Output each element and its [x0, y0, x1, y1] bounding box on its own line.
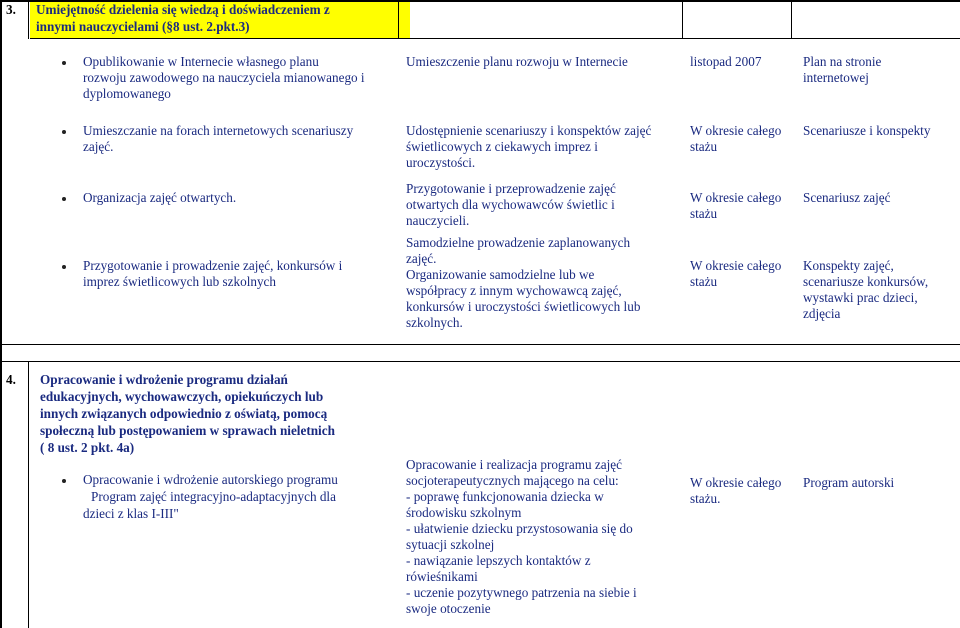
section-title-line: innych związanych odpowiednio z oświatą, pomocą: [40, 406, 328, 421]
section-divider: [0, 344, 960, 345]
number-column-divider: [28, 0, 29, 39]
action-text: - nawiązanie lepszych kontaktów z: [406, 553, 591, 568]
time-text: stażu: [690, 139, 718, 154]
column-divider: [791, 0, 792, 39]
action-text: konkursów i uroczystości świetlicowych lub: [406, 299, 641, 314]
task-text: Przygotowanie i prowadzenie zajęć, konkursów i: [83, 258, 343, 273]
action-text: Umieszczenie planu rozwoju w Internecie: [406, 54, 628, 69]
section-title-line: Opracowanie i wdrożenie programu działań: [40, 372, 288, 387]
action-text: uroczystości.: [406, 155, 476, 170]
action-text: Udostępnienie scenariuszy i konspektów zajęć: [406, 123, 652, 138]
column-divider: [682, 0, 683, 39]
evidence-text: wystawki prac dzieci,: [803, 290, 918, 305]
table-border-left: [0, 0, 2, 628]
task-text: imprez świetlicowych lub szkolnych: [83, 274, 277, 289]
bullet-icon: [62, 479, 66, 483]
action-text: rówieśnikami: [406, 569, 478, 584]
task-text: rozwoju zawodowego na nauczyciela mianowanego i: [83, 70, 365, 85]
time-text: listopad 2007: [690, 54, 762, 69]
evidence-text: internetowej: [803, 70, 869, 85]
section-title-line: edukacyjnych, wychowawczych, opiekuńczych lub: [40, 389, 324, 404]
action-text: Opracowanie i realizacja programu zajęć: [406, 457, 622, 472]
action-text: Samodzielne prowadzenie zaplanowanych: [406, 235, 631, 250]
task-text: Opracowanie i wdrożenie autorskiego programu: [83, 472, 338, 487]
action-text: Organizowanie samodzielne lub we: [406, 267, 595, 282]
action-text: współpracy z innym wychowawcą zajęć,: [406, 283, 622, 298]
action-text: swoje otoczenie: [406, 601, 491, 616]
task-text: dzieci z klas I-III": [83, 506, 179, 521]
section-title-line: ( 8 ust. 2 pkt. 4a): [40, 440, 135, 455]
time-text: W okresie całego: [690, 258, 782, 273]
action-text: sytuacji szkolnej: [406, 537, 495, 552]
action-text: - ułatwienie dziecku przystosowania się do: [406, 521, 633, 536]
evidence-text: Konspekty zajęć,: [803, 258, 894, 273]
time-text: W okresie całego: [690, 190, 782, 205]
time-text: W okresie całego: [690, 475, 782, 490]
time-text: stażu: [690, 274, 718, 289]
bullet-icon: [62, 197, 66, 201]
number-column-divider-4: [28, 362, 29, 628]
task-text: Opublikowanie w Internecie własnego planu: [83, 54, 319, 69]
section-divider: [0, 361, 960, 362]
time-text: stażu: [690, 206, 718, 221]
section-number: 4.: [6, 372, 16, 387]
action-text: zajęć.: [406, 251, 437, 266]
section-title-line: Umiejętność dzielenia się wiedzą i doświadczeniem z: [36, 2, 330, 17]
action-text: nauczycieli.: [406, 213, 470, 228]
bullet-icon: [62, 265, 66, 269]
time-text: stażu.: [690, 491, 721, 506]
action-text: socjoterapeutycznych mającego na celu:: [406, 473, 619, 488]
action-text: szkolnych.: [406, 315, 463, 330]
evidence-text: zdjęcia: [803, 306, 841, 321]
section-title-line: innymi nauczycielami (§8 ust. 2.pkt.3): [36, 19, 250, 34]
time-text: W okresie całego: [690, 123, 782, 138]
action-text: otwartych dla wychowawców świetlic i: [406, 197, 615, 212]
section-number: 3.: [6, 2, 16, 17]
task-text: Umieszczanie na forach internetowych scenariuszy: [83, 123, 354, 138]
task-text: zajęć.: [83, 139, 114, 154]
action-text: środowisku szkolnym: [406, 505, 522, 520]
bullet-icon: [62, 61, 66, 65]
evidence-text: Scenariusze i konspekty: [803, 123, 931, 138]
action-text: Przygotowanie i przeprowadzenie zajęć: [406, 181, 616, 196]
section-title-line: społeczną lub postępowaniem w sprawach nieletnich: [40, 423, 335, 438]
row-divider: [30, 38, 960, 39]
evidence-text: Scenariusz zajęć: [803, 190, 891, 205]
action-text: - uczenie pozytywnego patrzenia na siebie i: [406, 585, 637, 600]
bullet-icon: [62, 130, 66, 134]
column-divider: [398, 0, 399, 39]
action-text: świetlicowych z ciekawych imprez i: [406, 139, 598, 154]
evidence-text: Program autorski: [803, 475, 895, 490]
evidence-text: Plan na stronie: [803, 54, 882, 69]
evidence-text: scenariusze konkursów,: [803, 274, 929, 289]
task-text: Organizacja zajęć otwartych.: [83, 190, 237, 205]
task-text: Program zajęć integracyjno-adaptacyjnych dla: [91, 489, 336, 504]
task-text: dyplomowanego: [83, 86, 171, 101]
action-text: - poprawę funkcjonowania dziecka w: [406, 489, 604, 504]
